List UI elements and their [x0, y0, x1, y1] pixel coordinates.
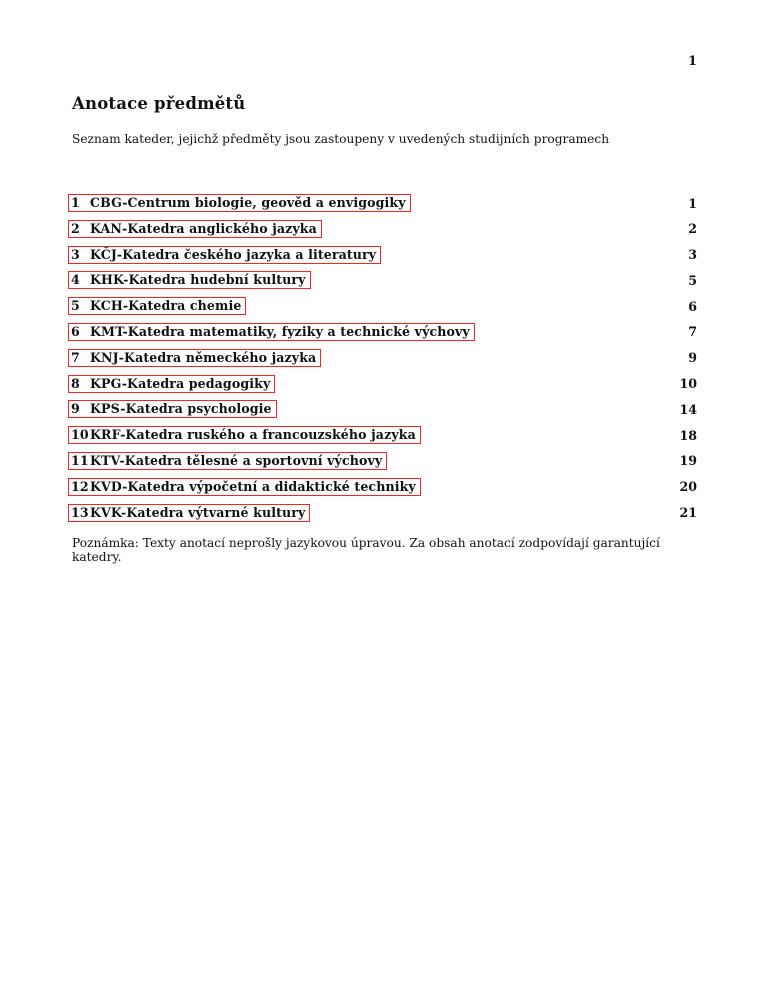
toc-entry-page: 6	[688, 298, 697, 314]
toc-link-ktv[interactable]	[68, 452, 387, 470]
toc-entry-number: 7	[71, 349, 80, 365]
toc-entry-number: 3	[71, 246, 80, 262]
toc-row	[72, 401, 697, 417]
toc-row	[72, 427, 697, 443]
page-subtitle: Seznam kateder, jejichž předměty jsou zastoupeny v uvedených studijních programech	[72, 132, 610, 146]
toc-link-kch[interactable]	[68, 297, 246, 315]
table-of-contents	[72, 195, 697, 530]
footnote-text: Poznámka: Texty anotací neprošly jazykovou úpravou. Za obsah anotací zodpovídají garantující katedry.	[72, 536, 660, 564]
toc-entry-number: 2	[71, 220, 80, 236]
toc-entry-label: KPG-Katedra pedagogiky	[90, 375, 271, 391]
toc-entry-number: 4	[71, 272, 80, 288]
toc-entry-number: 10	[71, 427, 89, 443]
toc-row	[72, 479, 697, 495]
toc-entry-label: KTV-Katedra tělesné a sportovní výchovy	[90, 452, 383, 468]
toc-row	[72, 453, 697, 469]
toc-entry-number: 6	[71, 323, 80, 339]
toc-row	[72, 272, 697, 288]
toc-entry-page: 3	[688, 247, 697, 263]
toc-row	[72, 247, 697, 263]
toc-row	[72, 505, 697, 521]
toc-entry-page: 9	[688, 350, 697, 366]
toc-row	[72, 221, 697, 237]
toc-entry-page: 5	[688, 272, 697, 288]
toc-link-kpg[interactable]	[68, 375, 275, 393]
toc-entry-page: 1	[688, 195, 697, 211]
toc-link-kcj[interactable]	[68, 246, 381, 264]
toc-entry-page: 7	[688, 324, 697, 340]
toc-entry-page: 20	[679, 479, 697, 495]
toc-row	[72, 195, 697, 211]
toc-row	[72, 298, 697, 314]
toc-entry-page: 10	[679, 376, 697, 392]
toc-link-kps[interactable]	[68, 400, 277, 418]
toc-entry-page: 14	[679, 401, 697, 417]
page-title: Anotace předmětů	[72, 94, 246, 113]
toc-link-khk[interactable]	[68, 271, 311, 289]
toc-row	[72, 324, 697, 340]
toc-entry-label: KRF-Katedra ruského a francouzského jazyka	[90, 427, 416, 443]
toc-link-kvd[interactable]	[68, 478, 421, 496]
toc-entry-label: KVD-Katedra výpočetní a didaktické techniky	[90, 478, 416, 494]
toc-entry-label: KCH-Katedra chemie	[90, 298, 242, 314]
toc-entry-number: 8	[71, 375, 80, 391]
toc-entry-label: KMT-Katedra matematiky, fyziky a technické výchovy	[90, 323, 470, 339]
toc-entry-label: KNJ-Katedra německého jazyka	[90, 349, 317, 365]
toc-link-kan[interactable]	[68, 220, 322, 238]
toc-entry-page: 19	[679, 453, 697, 469]
header-page-number: 1	[687, 54, 697, 69]
toc-entry-number: 12	[71, 478, 89, 494]
toc-entry-number: 5	[71, 298, 80, 314]
toc-entry-label: KAN-Katedra anglického jazyka	[90, 220, 317, 236]
toc-entry-number: 1	[71, 195, 80, 210]
toc-entry-label: KHK-Katedra hudební kultury	[90, 272, 306, 288]
toc-entry-label: CBG-Centrum biologie, geověd a envigogiky	[90, 195, 406, 210]
toc-row	[72, 376, 697, 392]
toc-row	[72, 350, 697, 366]
toc-link-kmt[interactable]	[68, 323, 475, 341]
toc-entry-page: 21	[679, 505, 697, 521]
toc-link-krf[interactable]	[68, 426, 421, 444]
toc-entry-number: 11	[71, 452, 89, 468]
toc-link-knj[interactable]	[68, 349, 321, 367]
toc-entry-page: 18	[679, 427, 697, 443]
toc-link-cbg[interactable]	[68, 194, 411, 212]
toc-entry-label: KVK-Katedra výtvarné kultury	[90, 504, 306, 520]
toc-entry-number: 9	[71, 401, 80, 417]
toc-entry-label: KČJ-Katedra českého jazyka a literatury	[90, 246, 377, 262]
toc-link-kvk[interactable]	[68, 504, 310, 522]
toc-entry-page: 2	[688, 221, 697, 237]
toc-entry-label: KPS-Katedra psychologie	[90, 401, 272, 417]
toc-entry-number: 13	[71, 504, 89, 520]
